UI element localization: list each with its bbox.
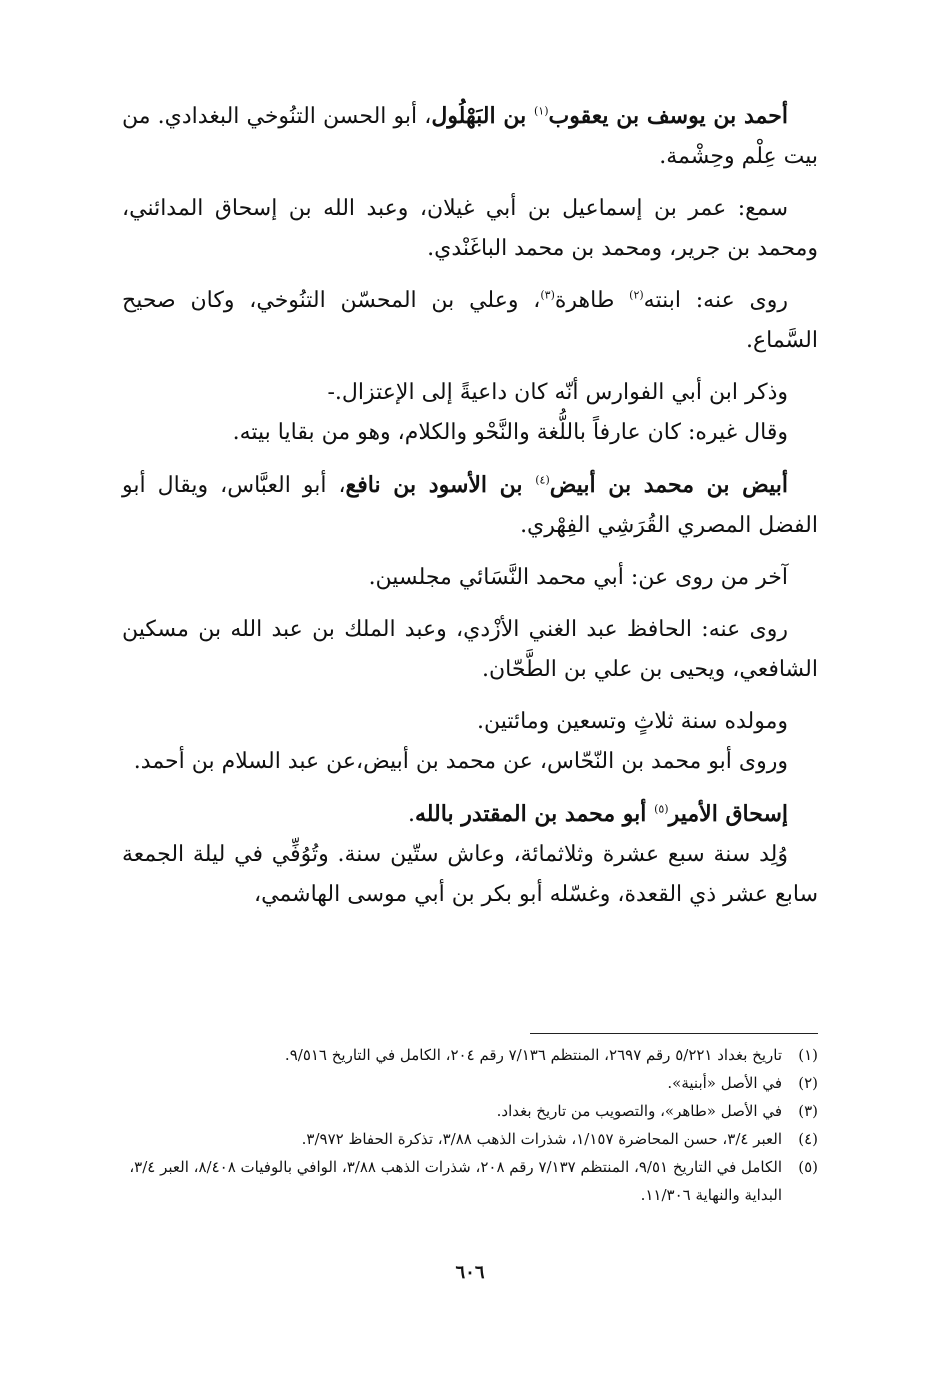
entry-title-cont: أبو محمد بن المقتدر بالله <box>414 801 655 827</box>
main-text <box>122 96 818 927</box>
narr-text-a: روى عنه: ابنته <box>643 288 788 313</box>
last-narrator-paragraph: آخر من روى عن: أبي محمد النَّسَائي مجلسين. <box>368 565 788 590</box>
entry-title: أحمد بن يوسف بن يعقوب <box>548 103 788 129</box>
entry-title: أبيض بن محمد بن أبيض <box>549 472 788 498</box>
footnote-item <box>122 1069 818 1097</box>
page-number: ٦٠٦ <box>455 1262 485 1283</box>
remark-paragraph: وقال غيره: كان عارفاً باللُّغة والنَّحْو والكلام، وهو من بقايا بيته. <box>232 420 788 445</box>
footnote-item <box>122 1153 818 1209</box>
birth-paragraph: ومولده سنة ثلاثٍ وتسعين ومائتين. <box>477 709 788 734</box>
footnote-number: (٤) <box>798 1130 818 1148</box>
entry-heading-ishaq <box>122 794 818 835</box>
narrated-by-paragraph <box>122 281 818 361</box>
footnote-number: (٣) <box>798 1102 818 1120</box>
footnote-divider <box>530 1033 818 1034</box>
footnote-text: في الأصل «طاهر»، والتصويب من تاريخ بغداد. <box>496 1102 782 1120</box>
footnote-item <box>122 1125 818 1153</box>
footnote-ref[interactable]: (٢) <box>629 288 644 302</box>
entry-title: إسحاق الأمير <box>668 801 788 827</box>
footnote-ref[interactable]: (١) <box>534 104 549 118</box>
biography-paragraph: وُلِد سنة سبع عشرة وثلاثمائة، وعاش ستّين سنة. وتُوُفِّي في ليلة الجمعة سابع عشر ذي القعدة، وغسّله أبو بكر بن أبي موسى الهاشمي، <box>122 842 818 907</box>
remark-paragraph: وروى أبو محمد بن النّحّاس، عن محمد بن أبيض،عن عبد السلام بن أحمد. <box>133 749 788 774</box>
footnote-item <box>122 1097 818 1125</box>
narr-text-b: طاهرة <box>554 288 630 313</box>
narr-text-c: ، وعلي بن المحسّن التنُوخي، وكان صحيح السَّماع. <box>122 288 818 353</box>
footnote-number: (٥) <box>798 1158 818 1176</box>
footnote-number: (٢) <box>798 1074 818 1092</box>
entry-heading-abyad <box>122 465 818 546</box>
entry-title-cont: بن البَهْلُول <box>431 103 534 129</box>
entry-title-cont: بن الأسود بن نافع <box>345 472 536 498</box>
footnote-item <box>122 1041 818 1069</box>
entry-description: . <box>407 802 415 827</box>
heard-from-paragraph: سمع: عمر بن إسماعيل بن أبي غيلان، وعبد الله بن إسحاق المدائني، ومحمد بن جرير، ومحمد بن محمد الباغَنْدي. <box>122 196 818 261</box>
footnote-text: الكامل في التاريخ ٩/٥١، المنتظم ٧/١٣٧ رقم ٢٠٨، شذرات الذهب ٣/٨٨، الوافي بالوفيات ٨/٤٠٨، العبر ٣/٤، البداية والنهاية ١١/٣٠٦. <box>129 1158 782 1204</box>
footnote-text: تاريخ بغداد ٥/٢٢١ رقم ٢٦٩٧، المنتظم ٧/١٣٦ رقم ٢٠٤، الكامل في التاريخ ٩/٥١٦. <box>284 1046 782 1064</box>
entry-description: ، أبو الحسن التنُوخي البغدادي. من بيت عِلْم وحِشْمة. <box>122 104 818 169</box>
footnote-text: في الأصل «أبنية». <box>667 1074 782 1092</box>
footnote-ref[interactable]: (٥) <box>654 802 669 816</box>
entry-description: ، أبو العبَّاس، ويقال أبو الفضل المصري القُرَشِي الفِهْري. <box>122 473 818 538</box>
footnotes-section <box>122 1041 818 1209</box>
narrated-by-paragraph: روى عنه: الحافظ عبد الغني الأزْدي، وعبد الملك بن عبد الله بن مسكين الشافعي، ويحيى بن علي بن الطَّحّان. <box>122 617 818 682</box>
footnote-ref[interactable]: (٤) <box>535 473 550 487</box>
footnote-ref[interactable]: (٣) <box>540 288 555 302</box>
footnote-number: (١) <box>798 1046 818 1064</box>
remark-paragraph: وذكر ابن أبي الفوارس أنّه كان داعيةً إلى الإعتزال.- <box>327 380 788 405</box>
entry-heading-ahmad <box>122 96 818 177</box>
footnote-text: العبر ٣/٤، حسن المحاضرة ١/١٥٧، شذرات الذهب ٣/٨٨، تذكرة الحفاظ ٣/٩٧٢. <box>301 1130 782 1148</box>
